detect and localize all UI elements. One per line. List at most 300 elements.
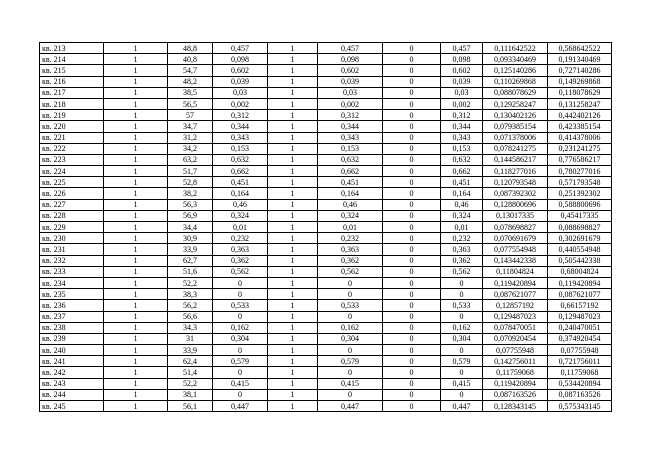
table-cell: 0 [213, 289, 268, 300]
table-cell: 0,232 [213, 233, 268, 244]
table-cell: 51,4 [168, 367, 213, 378]
table-cell: 0 [383, 54, 441, 65]
table-cell: 56,3 [168, 199, 213, 210]
table-cell: 0,662 [441, 166, 483, 177]
table-cell: 0 [213, 367, 268, 378]
apartment-label-cell: кв. 238 [40, 322, 104, 333]
table-cell: 0,143442338 [483, 255, 548, 266]
table-cell: 0,03 [318, 87, 383, 98]
apartment-label-cell: кв. 222 [40, 143, 104, 154]
table-cell: 0 [383, 244, 441, 255]
table-cell: 1 [104, 154, 168, 165]
table-cell: 0,13017335 [483, 210, 548, 221]
table-cell: 1 [268, 367, 318, 378]
apartment-label-cell: кв. 223 [40, 154, 104, 165]
table-cell: 1 [104, 110, 168, 121]
table-cell: 0,251392302 [548, 188, 612, 199]
table-cell: 0,162 [213, 322, 268, 333]
table-row [40, 132, 612, 143]
table-cell: 0,579 [441, 356, 483, 367]
table-cell: 1 [268, 356, 318, 367]
table-cell: 0,575343145 [548, 401, 612, 412]
table-cell: 1 [268, 143, 318, 154]
table-cell: 0,088078629 [483, 87, 548, 98]
table-cell: 0 [383, 166, 441, 177]
table-row [40, 188, 612, 199]
table-cell: 0,562 [213, 266, 268, 277]
table-cell: 0 [318, 277, 383, 288]
table-cell: 0 [213, 277, 268, 288]
table-cell: 0,129487023 [548, 311, 612, 322]
table-cell: 0,118277016 [483, 166, 548, 177]
table-cell: 0,374920454 [548, 333, 612, 344]
table-cell: 0 [383, 76, 441, 87]
table-row [40, 345, 612, 356]
table-cell: 0,087392302 [483, 188, 548, 199]
apartment-label-cell: кв. 237 [40, 311, 104, 322]
table-cell: 0,505442338 [548, 255, 612, 266]
table-cell: 0 [383, 322, 441, 333]
table-row [40, 166, 612, 177]
table-cell: 56,5 [168, 98, 213, 109]
table-cell: 1 [268, 188, 318, 199]
table-cell: 1 [268, 132, 318, 143]
table-cell: 0 [383, 154, 441, 165]
table-cell: 0,534420894 [548, 378, 612, 389]
table-cell: 0,070691679 [483, 233, 548, 244]
table-cell: 1 [268, 244, 318, 255]
table-cell: 1 [268, 255, 318, 266]
table-row [40, 98, 612, 109]
table-cell: 57 [168, 110, 213, 121]
table-cell: 1 [268, 177, 318, 188]
table-cell: 0,457 [213, 43, 268, 54]
table-cell: 0 [383, 110, 441, 121]
table-cell: 1 [104, 356, 168, 367]
table-cell: 0,231241275 [548, 143, 612, 154]
table-cell: 0,039 [441, 76, 483, 87]
table-cell: 0 [383, 289, 441, 300]
table-cell: 0 [383, 87, 441, 98]
table-row [40, 266, 612, 277]
table-cell: 0,457 [441, 43, 483, 54]
table-row [40, 255, 612, 266]
table-row [40, 289, 612, 300]
table-cell: 0,343 [213, 132, 268, 143]
table-cell: 0,68004824 [548, 266, 612, 277]
table-cell: 62,7 [168, 255, 213, 266]
table-row [40, 356, 612, 367]
table-row [40, 311, 612, 322]
apartment-label-cell: кв. 229 [40, 222, 104, 233]
table-cell: 0,442402126 [548, 110, 612, 121]
table-cell: 0,571793548 [548, 177, 612, 188]
table-cell: 0 [383, 367, 441, 378]
table-cell: 38,5 [168, 87, 213, 98]
table-cell: 1 [268, 76, 318, 87]
table-cell: 0,087621077 [548, 289, 612, 300]
table-cell: 0,362 [318, 255, 383, 266]
table-cell: 1 [104, 76, 168, 87]
table-cell: 0 [383, 65, 441, 76]
table-cell: 0,414378006 [548, 132, 612, 143]
table-cell: 0,119420894 [483, 277, 548, 288]
table-cell: 0,164 [318, 188, 383, 199]
table-cell: 0,304 [441, 333, 483, 344]
table-cell: 0,602 [318, 65, 383, 76]
table-cell: 1 [104, 266, 168, 277]
table-cell: 33,9 [168, 244, 213, 255]
table-cell: 0,01 [213, 222, 268, 233]
table-row [40, 154, 612, 165]
table-cell: 38,1 [168, 389, 213, 400]
table-cell: 0,562 [441, 266, 483, 277]
apartment-label-cell: кв. 227 [40, 199, 104, 210]
table-cell: 1 [104, 311, 168, 322]
table-row [40, 322, 612, 333]
table-cell: 63,2 [168, 154, 213, 165]
table-cell: 0,632 [318, 154, 383, 165]
table-cell: 0,344 [441, 121, 483, 132]
table-cell: 0,119420894 [548, 277, 612, 288]
table-cell: 0,07755948 [483, 345, 548, 356]
table-cell: 52,2 [168, 277, 213, 288]
table-cell: 0,120793548 [483, 177, 548, 188]
table-cell: 0,363 [213, 244, 268, 255]
table-cell: 1 [104, 389, 168, 400]
table-cell: 0,721756011 [548, 356, 612, 367]
table-cell: 0,362 [213, 255, 268, 266]
apartment-label-cell: кв. 239 [40, 333, 104, 344]
table-cell: 0,03 [441, 87, 483, 98]
table-cell: 0,119420894 [483, 378, 548, 389]
table-cell: 1 [268, 311, 318, 322]
table-cell: 0 [441, 367, 483, 378]
table-cell: 1 [268, 345, 318, 356]
table-cell: 0,153 [441, 143, 483, 154]
table-cell: 1 [104, 43, 168, 54]
table-cell: 0,144586217 [483, 154, 548, 165]
table-cell: 0,111642522 [483, 43, 548, 54]
table-cell: 1 [104, 121, 168, 132]
table-cell: 0,324 [441, 210, 483, 221]
table-cell: 0,039 [318, 76, 383, 87]
table-cell: 0,312 [318, 110, 383, 121]
table-cell: 1 [268, 266, 318, 277]
table-cell: 1 [268, 110, 318, 121]
table-cell: 0,153 [318, 143, 383, 154]
table-cell: 0,232 [441, 233, 483, 244]
table-cell: 1 [104, 345, 168, 356]
table-cell: 0 [383, 333, 441, 344]
table-cell: 0,632 [213, 154, 268, 165]
table-cell: 1 [104, 132, 168, 143]
table-row [40, 76, 612, 87]
apartment-label-cell: кв. 234 [40, 277, 104, 288]
table-cell: 0 [383, 132, 441, 143]
table-row [40, 177, 612, 188]
table-cell: 0,451 [318, 177, 383, 188]
table-cell: 0,440554948 [548, 244, 612, 255]
table-cell: 1 [104, 401, 168, 412]
table-cell: 0,662 [213, 166, 268, 177]
table-cell: 1 [268, 43, 318, 54]
table-cell: 0 [383, 98, 441, 109]
table-cell: 0,662 [318, 166, 383, 177]
table-cell: 1 [268, 65, 318, 76]
apartment-label-cell: кв. 244 [40, 389, 104, 400]
table-row [40, 244, 612, 255]
table-cell: 0,780277016 [548, 166, 612, 177]
table-cell: 54,7 [168, 65, 213, 76]
table-cell: 0,46 [213, 199, 268, 210]
table-cell: 0,162 [441, 322, 483, 333]
table-cell: 0,776586217 [548, 154, 612, 165]
table-cell: 0,46 [441, 199, 483, 210]
table-cell: 0 [383, 378, 441, 389]
table-cell: 38,2 [168, 188, 213, 199]
table-cell: 0 [383, 389, 441, 400]
table-cell: 0 [383, 300, 441, 311]
table-cell: 0 [383, 233, 441, 244]
table-cell: 0 [383, 177, 441, 188]
apartment-label-cell: кв. 219 [40, 110, 104, 121]
table-cell: 52,2 [168, 378, 213, 389]
table-cell: 0,079385154 [483, 121, 548, 132]
table-cell: 0,087163526 [483, 389, 548, 400]
table-row [40, 300, 612, 311]
table-cell: 30,9 [168, 233, 213, 244]
table-cell: 0,153 [213, 143, 268, 154]
table-cell: 1 [104, 333, 168, 344]
table-cell: 0,12857192 [483, 300, 548, 311]
apartment-label-cell: кв. 213 [40, 43, 104, 54]
table-cell: 0,11804824 [483, 266, 548, 277]
table-cell: 1 [104, 210, 168, 221]
table-cell: 0 [383, 266, 441, 277]
table-cell: 0,602 [213, 65, 268, 76]
table-cell: 0,077554948 [483, 244, 548, 255]
table-row [40, 233, 612, 244]
table-cell: 0 [441, 389, 483, 400]
table-cell: 1 [268, 289, 318, 300]
apartment-label-cell: кв. 226 [40, 188, 104, 199]
table-cell: 1 [268, 322, 318, 333]
table-cell: 0,602 [441, 65, 483, 76]
table-cell: 0,363 [441, 244, 483, 255]
table-cell: 56,2 [168, 300, 213, 311]
table-cell: 56,1 [168, 401, 213, 412]
table-cell: 0,727140286 [548, 65, 612, 76]
table-cell: 0,344 [213, 121, 268, 132]
table-cell: 0,363 [318, 244, 383, 255]
table-cell: 0,240470051 [548, 322, 612, 333]
table-cell: 0,087163526 [548, 389, 612, 400]
table-cell: 0,039 [213, 76, 268, 87]
table-cell: 0,415 [318, 378, 383, 389]
table-cell: 0,304 [213, 333, 268, 344]
table-cell: 0,579 [318, 356, 383, 367]
table-cell: 0 [441, 277, 483, 288]
table-cell: 0,632 [441, 154, 483, 165]
table-cell: 0,423385154 [548, 121, 612, 132]
apartment-label-cell: кв. 215 [40, 65, 104, 76]
table-row [40, 389, 612, 400]
table-cell: 1 [104, 300, 168, 311]
table-cell: 1 [104, 244, 168, 255]
table-cell: 1 [104, 177, 168, 188]
table-cell: 48,2 [168, 76, 213, 87]
table-cell: 0,087621077 [483, 289, 548, 300]
table-cell: 0,078470051 [483, 322, 548, 333]
table-cell: 0,447 [318, 401, 383, 412]
table-cell: 0,162 [318, 322, 383, 333]
table-cell: 0,343 [318, 132, 383, 143]
table-cell: 0,324 [213, 210, 268, 221]
table-cell: 0,457 [318, 43, 383, 54]
table-cell: 0 [383, 401, 441, 412]
table-cell: 0,128343145 [483, 401, 548, 412]
table-cell: 0,002 [318, 98, 383, 109]
table-cell: 1 [268, 222, 318, 233]
table-body [40, 43, 612, 412]
apartment-label-cell: кв. 216 [40, 76, 104, 87]
apartment-label-cell: кв. 218 [40, 98, 104, 109]
table-row [40, 54, 612, 65]
table-cell: 1 [268, 300, 318, 311]
apartment-label-cell: кв. 240 [40, 345, 104, 356]
table-cell: 0 [383, 277, 441, 288]
table-cell: 0,129258247 [483, 98, 548, 109]
table-cell: 0,070920454 [483, 333, 548, 344]
table-cell: 0,093340469 [483, 54, 548, 65]
table-cell: 1 [104, 222, 168, 233]
table-cell: 0,588800696 [548, 199, 612, 210]
table-cell: 1 [104, 87, 168, 98]
table-cell: 0 [383, 345, 441, 356]
table-cell: 31,2 [168, 132, 213, 143]
table-cell: 0 [318, 367, 383, 378]
table-cell: 0,118078629 [548, 87, 612, 98]
table-row [40, 401, 612, 412]
table-cell: 1 [268, 199, 318, 210]
apartment-label-cell: кв. 217 [40, 87, 104, 98]
table-cell: 0,66157192 [548, 300, 612, 311]
table-cell: 51,6 [168, 266, 213, 277]
table-cell: 0,098 [318, 54, 383, 65]
table-cell: 51,7 [168, 166, 213, 177]
table-cell: 34,3 [168, 322, 213, 333]
table-row [40, 87, 612, 98]
apartment-label-cell: кв. 220 [40, 121, 104, 132]
table-cell: 0,45417335 [548, 210, 612, 221]
table-cell: 0 [383, 210, 441, 221]
table-cell: 0 [383, 143, 441, 154]
table-cell: 0 [441, 345, 483, 356]
table-cell: 0 [213, 311, 268, 322]
table-cell: 1 [104, 65, 168, 76]
table-cell: 0,164 [213, 188, 268, 199]
table-row [40, 210, 612, 221]
apartment-label-cell: кв. 245 [40, 401, 104, 412]
table-cell: 0,324 [318, 210, 383, 221]
apartment-label-cell: кв. 224 [40, 166, 104, 177]
table-cell: 0,533 [318, 300, 383, 311]
table-cell: 40,8 [168, 54, 213, 65]
table-cell: 56,9 [168, 210, 213, 221]
table-cell: 0 [383, 43, 441, 54]
table-cell: 0,078698827 [483, 222, 548, 233]
table-cell: 0,312 [441, 110, 483, 121]
table-cell: 38,3 [168, 289, 213, 300]
table-cell: 1 [104, 199, 168, 210]
table-cell: 0,110269868 [483, 76, 548, 87]
table-cell: 1 [268, 210, 318, 221]
apartment-data-table [39, 42, 612, 412]
apartment-label-cell: кв. 233 [40, 266, 104, 277]
table-cell: 0,142756011 [483, 356, 548, 367]
table-cell: 0 [383, 188, 441, 199]
table-cell: 31 [168, 333, 213, 344]
table-cell: 0 [383, 311, 441, 322]
table-cell: 1 [104, 378, 168, 389]
table-cell: 1 [268, 121, 318, 132]
table-cell: 56,6 [168, 311, 213, 322]
table-cell: 0 [318, 311, 383, 322]
table-cell: 1 [268, 154, 318, 165]
table-cell: 0,164 [441, 188, 483, 199]
apartment-label-cell: кв. 235 [40, 289, 104, 300]
table-cell: 62,4 [168, 356, 213, 367]
table-cell: 1 [268, 87, 318, 98]
table-cell: 0,533 [213, 300, 268, 311]
table-cell: 1 [104, 233, 168, 244]
table-cell: 0 [441, 311, 483, 322]
table-cell: 1 [104, 188, 168, 199]
apartment-label-cell: кв. 232 [40, 255, 104, 266]
table-cell: 0,03 [213, 87, 268, 98]
table-cell: 1 [268, 166, 318, 177]
table-cell: 0,362 [441, 255, 483, 266]
table-cell: 0,098 [441, 54, 483, 65]
table-cell: 0,125140286 [483, 65, 548, 76]
table-cell: 1 [104, 289, 168, 300]
table-row [40, 333, 612, 344]
table-row [40, 43, 612, 54]
table-cell: 0 [383, 199, 441, 210]
table-row [40, 277, 612, 288]
table-cell: 0,447 [441, 401, 483, 412]
table-cell: 0,01 [318, 222, 383, 233]
table-row [40, 199, 612, 210]
table-cell: 1 [104, 255, 168, 266]
table-cell: 0,129487023 [483, 311, 548, 322]
table-cell: 0 [213, 345, 268, 356]
table-cell: 0,312 [213, 110, 268, 121]
table-cell: 0,128800696 [483, 199, 548, 210]
table-cell: 1 [104, 98, 168, 109]
table-cell: 1 [104, 322, 168, 333]
table-cell: 0 [318, 289, 383, 300]
table-cell: 1 [268, 378, 318, 389]
table-cell: 1 [268, 54, 318, 65]
table-cell: 1 [268, 389, 318, 400]
table-cell: 0,568642522 [548, 43, 612, 54]
table-cell: 0,191340469 [548, 54, 612, 65]
table-cell: 0,533 [441, 300, 483, 311]
table-row [40, 367, 612, 378]
table-cell: 0,579 [213, 356, 268, 367]
